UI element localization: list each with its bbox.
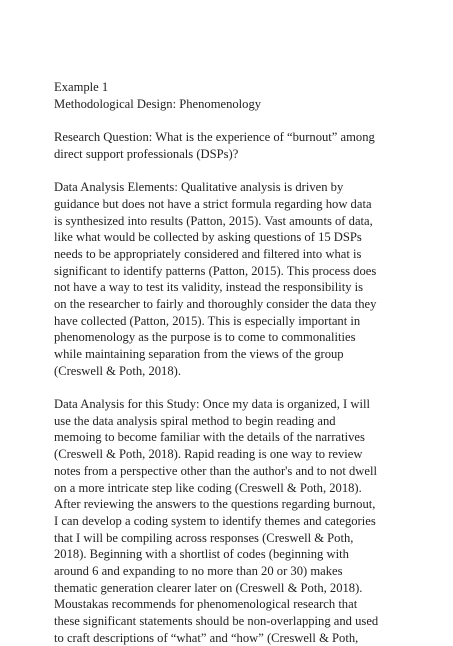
paragraph-line: guidance but does not have a strict formula regarding how data <box>54 196 372 211</box>
data-analysis-study-paragraph <box>54 396 449 646</box>
research-question-paragraph <box>54 129 449 162</box>
paragraph-line: needs to be appropriately considered and filtered into what is <box>54 246 362 261</box>
paragraph-line: that I will be compiling across responses (Creswell & Poth, <box>54 530 354 545</box>
document-body <box>54 79 449 646</box>
paragraph-line: like what would be collected by asking questions of 15 DSPs <box>54 230 362 245</box>
methodological-design-heading: Methodological Design: Phenomenology <box>54 96 262 111</box>
paragraph-line: have collected (Patton, 2015). This is especially important in <box>54 313 361 328</box>
paragraph-line: I can develop a coding system to identify themes and categories <box>54 513 376 528</box>
paragraph-line: to craft descriptions of “what” and “how” (Creswell & Poth, <box>54 630 359 645</box>
paragraph-line: on the researcher to fairly and thoroughly consider the data they <box>54 296 377 311</box>
paragraph-line: notes from a perspective other than the author's and to not dwell <box>54 463 377 478</box>
paragraph-line: (Creswell & Poth, 2018). <box>54 363 181 378</box>
data-analysis-elements-paragraph <box>54 179 449 379</box>
paragraph-line: Data Analysis for this Study: Once my data is organized, I will <box>54 397 370 412</box>
paragraph-line: on a more intricate step like coding (Creswell & Poth, 2018). <box>54 480 362 495</box>
paragraph-line: memoing to become familiar with the details of the narratives <box>54 430 365 445</box>
paragraph-line: phenomenology as the purpose is to come to commonalities <box>54 330 356 345</box>
paragraph-gap <box>54 112 449 129</box>
paragraph-gap <box>54 379 449 396</box>
paragraph-line: while maintaining separation from the views of the group <box>54 347 344 361</box>
paragraph-line: not have a way to test its validity, instead the responsibility is <box>54 280 364 295</box>
paragraph-line: (Creswell & Poth, 2018). Rapid reading is one way to review <box>54 447 363 462</box>
paragraph-line: is synthesized into results (Patton, 2015). Vast amounts of data, <box>54 213 373 228</box>
paragraph-line: Research Question: What is the experience of “burnout” among <box>54 130 375 145</box>
paragraph-line: Data Analysis Elements: Qualitative analysis is driven by <box>54 180 344 195</box>
paragraph-line: Moustakas recommends for phenomenological research that <box>54 597 358 612</box>
paragraph-line: thematic generation clearer later on (Creswell & Poth, 2018). <box>54 580 363 595</box>
example-label: Example 1 <box>54 80 109 94</box>
paragraph-line: After reviewing the answers to the questions regarding burnout, <box>54 497 376 512</box>
paragraph-gap <box>54 162 449 179</box>
paragraph-line: direct support professionals (DSPs)? <box>54 146 239 161</box>
paragraph-line: around 6 and expanding to no more than 20 or 30) makes <box>54 563 343 578</box>
paragraph-line: 2018). Beginning with a shortlist of codes (beginning with <box>54 547 349 562</box>
paragraph-line: significant to identify patterns (Patton, 2015). This process does <box>54 263 377 278</box>
paragraph-line: these significant statements should be non-overlapping and used <box>54 614 379 628</box>
paragraph-line: use the data analysis spiral method to begin reading and <box>54 413 336 428</box>
